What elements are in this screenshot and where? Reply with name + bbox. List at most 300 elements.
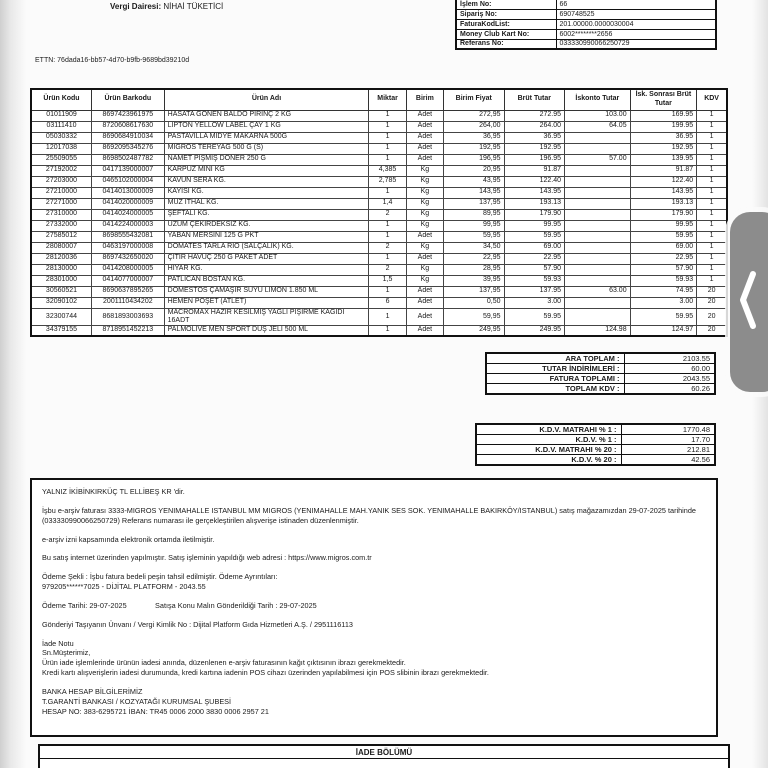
- item-discount-amount: [565, 308, 631, 325]
- items-column-header: Ürün Barkodu: [92, 89, 165, 110]
- order-info-table: [455, 0, 717, 50]
- item-barcode: 0414224000003: [92, 220, 165, 231]
- item-quantity: 1,4: [369, 198, 406, 209]
- item-net-amount: 139.95: [630, 154, 697, 165]
- item-quantity: 1: [369, 286, 406, 297]
- item-row: [31, 242, 727, 253]
- item-name: LİPTON YELLOW LABEL ÇAY 1 KG: [164, 121, 369, 132]
- vat-label: K.D.V. MATRAHI % 1 :: [476, 424, 621, 435]
- vat-label: K.D.V. % 1 :: [476, 435, 621, 445]
- item-quantity: 1: [369, 308, 406, 325]
- item-row: [31, 209, 727, 220]
- items-header-row: [31, 89, 727, 110]
- totals-row: [486, 374, 715, 384]
- tax-office-value: NİHAİ TÜKETİCİ: [163, 2, 224, 11]
- item-net-amount: 74.95: [630, 286, 697, 297]
- vat-value: 17.70: [621, 435, 715, 445]
- item-quantity: 2: [369, 209, 406, 220]
- item-discount-amount: 103.00: [565, 110, 631, 121]
- vat-row: [476, 455, 715, 466]
- notes-line: BANKA HESAP BİLGİLERİMİZ: [42, 686, 143, 696]
- order-info-value: 6002********2656: [556, 29, 716, 39]
- totals-label: TOPLAM KDV :: [486, 384, 624, 395]
- item-discount-amount: [565, 231, 631, 242]
- invoice-notes: [30, 478, 718, 737]
- item-unit: Kg: [406, 165, 443, 176]
- item-net-amount: 22.95: [630, 253, 697, 264]
- item-code: 28130000: [31, 264, 92, 275]
- item-unit: Adet: [406, 121, 443, 132]
- item-name: HASATA GÖNEN BALDO PİRİNÇ 2 KG: [164, 110, 369, 121]
- item-unit: Adet: [406, 231, 443, 242]
- vat-label: K.D.V. MATRAHI % 20 :: [476, 445, 621, 455]
- item-discount-amount: [565, 253, 631, 264]
- notes-paragraph: [42, 639, 706, 678]
- item-unit-price: 0,50: [444, 297, 505, 308]
- item-code: 28120036: [31, 253, 92, 264]
- item-vat-rate: 1: [697, 154, 727, 165]
- order-info-label: Referans No:: [456, 39, 556, 49]
- item-net-amount: 57.90: [630, 264, 697, 275]
- item-barcode: 0414024000005: [92, 209, 165, 220]
- item-discount-amount: [565, 198, 631, 209]
- item-quantity: 2: [369, 264, 406, 275]
- totals-row: [486, 384, 715, 395]
- item-barcode: 8690637895265: [92, 286, 165, 297]
- vat-table: [475, 423, 716, 466]
- item-gross-amount: 179.90: [504, 209, 565, 220]
- item-unit-price: 59,95: [444, 308, 505, 325]
- item-quantity: 1: [369, 121, 406, 132]
- item-quantity: 1: [369, 154, 406, 165]
- notes-paragraph: [42, 572, 706, 592]
- item-quantity: 4,385: [369, 165, 406, 176]
- item-code: 32300744: [31, 308, 92, 325]
- item-discount-amount: [565, 209, 631, 220]
- item-net-amount: 59.95: [630, 231, 697, 242]
- item-unit-price: 143,95: [444, 187, 505, 198]
- item-gross-amount: 59.95: [504, 308, 565, 325]
- item-unit: Kg: [406, 242, 443, 253]
- item-unit-price: 36,95: [444, 132, 505, 143]
- order-info-value: 66: [556, 0, 716, 9]
- item-unit-price: 249,95: [444, 325, 505, 336]
- item-code: 03111410: [31, 121, 92, 132]
- item-vat-rate: 1: [697, 165, 727, 176]
- totals-row: [486, 353, 715, 364]
- item-barcode: 8698502487782: [92, 154, 165, 165]
- notes-line: Kredi kartı alışverişlerin iadesi durumunda, kredi kartına iadenin POS cihazı üzerinden yapılabilmesi için POS slibinin ibrazı gerekmektedir.: [42, 668, 489, 678]
- item-net-amount: 193.13: [630, 198, 697, 209]
- order-info-row: [456, 19, 716, 29]
- item-unit: Kg: [406, 264, 443, 275]
- item-name: ŞEFTALİ KG.: [164, 209, 369, 220]
- items-column-header: Miktar: [369, 89, 406, 110]
- item-gross-amount: 143.95: [504, 187, 565, 198]
- item-code: 05030332: [31, 132, 92, 143]
- item-code: 25509055: [31, 154, 92, 165]
- item-row: [31, 143, 727, 154]
- ettn-line: ETTN: 76dada16-bb57-4d70-b9fb-9689bd39210d: [35, 57, 190, 64]
- totals-value: 60.26: [624, 384, 715, 395]
- order-info-value: 201.00000.0000030004: [556, 19, 716, 29]
- item-quantity: 2,785: [369, 176, 406, 187]
- item-row: [31, 308, 727, 325]
- items-column-header: İskonto Tutar: [565, 89, 631, 110]
- item-code: 27203000: [31, 176, 92, 187]
- item-quantity: 2: [369, 242, 406, 253]
- item-name: PALMOLIVE MEN SPORT DUŞ JELİ 500 ML: [164, 325, 369, 336]
- item-unit-price: 272,95: [444, 110, 505, 121]
- notes-line: İşbu e-arşiv faturası 3333-MIGROS YENIMAHALLE ISTANBUL MM MIGROS (YENIMAHALLE MAH.YANIK SES SOK. YENIMAHALLE BAKIRKÖY/ISTANBUL) satış mağazamızdan 29-07-2025 tarihinde (033330990066250729) Referans numarası ile gerçekleştirilen alışverişe istinaden düzenlenmiştir.: [42, 505, 696, 525]
- item-gross-amount: 192.95: [504, 143, 565, 154]
- vat-row: [476, 435, 715, 445]
- item-unit-price: 22,95: [444, 253, 505, 264]
- notes-line: Ödeme Şekli : İşbu fatura bedeli peşin tahsil edilmiştir. Ödeme Ayrıntıları:: [42, 572, 278, 582]
- item-vat-rate: 1: [697, 132, 727, 143]
- item-code: 01011909: [31, 110, 92, 121]
- item-quantity: 1: [369, 253, 406, 264]
- item-unit: Adet: [406, 286, 443, 297]
- item-barcode: 8692095345276: [92, 143, 165, 154]
- item-name: DOMESTOS ÇAMAŞIR SUYU LİMON 1.850 ML: [164, 286, 369, 297]
- item-barcode: 8697423961975: [92, 110, 165, 121]
- item-name: KAYISI KG.: [164, 187, 369, 198]
- order-info-label: İşlem No:: [456, 0, 556, 9]
- item-name: YABAN MERSİNİ 125 G PKT: [164, 231, 369, 242]
- item-net-amount: 91.87: [630, 165, 697, 176]
- item-code: 27192002: [31, 165, 92, 176]
- item-gross-amount: 59.93: [504, 275, 565, 286]
- item-barcode: 8681893003693: [92, 308, 165, 325]
- items-column-header: Birim: [406, 89, 443, 110]
- item-name: PASTAVİLLA MİDYE MAKARNA 500G: [164, 132, 369, 143]
- item-row: [31, 325, 727, 336]
- item-gross-amount: 69.00: [504, 242, 565, 253]
- item-vat-rate: 1: [697, 176, 727, 187]
- item-row: [31, 154, 727, 165]
- item-gross-amount: 193.13: [504, 198, 565, 209]
- notes-paragraph: [42, 506, 706, 526]
- items-column-header: Birim Fiyat: [444, 89, 505, 110]
- notes-line: İade Notu: [42, 638, 74, 648]
- notes-paragraph: [42, 487, 706, 497]
- item-vat-rate: 1: [697, 209, 727, 220]
- item-net-amount: 3.00: [630, 297, 697, 308]
- item-quantity: 1: [369, 231, 406, 242]
- item-gross-amount: 196.95: [504, 154, 565, 165]
- order-info-row: [456, 9, 716, 19]
- item-vat-rate: 1: [697, 220, 727, 231]
- item-net-amount: 192.95: [630, 143, 697, 154]
- item-net-amount: 99.95: [630, 220, 697, 231]
- totals-value: 2043.55: [624, 374, 715, 384]
- order-info-value: 690748525: [556, 9, 716, 19]
- item-unit: Adet: [406, 253, 443, 264]
- item-gross-amount: 3.00: [504, 297, 565, 308]
- item-net-amount: 199.95: [630, 121, 697, 132]
- item-gross-amount: 22.95: [504, 253, 565, 264]
- order-info-label: Sipariş No:: [456, 9, 556, 19]
- item-discount-amount: [565, 264, 631, 275]
- totals-label: TUTAR İNDİRİMLERİ :: [486, 364, 624, 374]
- item-name: KAVUN SERA KG.: [164, 176, 369, 187]
- item-unit: Adet: [406, 110, 443, 121]
- notes-line: Gönderiyi Taşıyanın Ünvanı / Vergi Kimlik No : Dijital Platform Gıda Hizmetleri A.Ş. / 2951116113: [42, 619, 353, 629]
- item-name: HEMEN POŞET (ATLET): [164, 297, 369, 308]
- item-quantity: 1,5: [369, 275, 406, 286]
- item-unit: Adet: [406, 325, 443, 336]
- notes-paragraph: [42, 601, 706, 611]
- item-name: MACROMAX HAZIR KESİLMİŞ YAĞLI PİŞİRME KAĞIDI 16ADT: [164, 308, 369, 325]
- item-vat-rate: 1: [697, 253, 727, 264]
- item-row: [31, 121, 727, 132]
- item-row: [31, 165, 727, 176]
- chevron-left-icon: [730, 265, 758, 340]
- item-vat-rate: 1: [697, 198, 727, 209]
- item-name: MUZ İTHAL KG.: [164, 198, 369, 209]
- totals-label: FATURA TOPLAMI :: [486, 374, 624, 384]
- item-discount-amount: [565, 275, 631, 286]
- item-name: HIYAR KG.: [164, 264, 369, 275]
- order-info-label: Money Club Kart No:: [456, 29, 556, 39]
- item-unit-price: 137,95: [444, 198, 505, 209]
- item-row: [31, 297, 727, 308]
- notes-paragraph: [42, 553, 706, 563]
- item-name: KARPUZ MİNİ KG: [164, 165, 369, 176]
- item-code: 28080007: [31, 242, 92, 253]
- item-quantity: 1: [369, 187, 406, 198]
- item-unit-price: 89,95: [444, 209, 505, 220]
- items-column-header: Ürün Kodu: [31, 89, 92, 110]
- item-barcode: 2001110434202: [92, 297, 165, 308]
- item-unit-price: 99,95: [444, 220, 505, 231]
- item-unit: Kg: [406, 209, 443, 220]
- item-code: 27310000: [31, 209, 92, 220]
- item-net-amount: 143.95: [630, 187, 697, 198]
- item-discount-amount: [565, 176, 631, 187]
- item-name: NAMET PİŞMİŞ DÖNER 250 G: [164, 154, 369, 165]
- item-net-amount: 179.90: [630, 209, 697, 220]
- item-unit: Adet: [406, 132, 443, 143]
- item-name: MİGROS TEREYAĞ 500 G (S): [164, 143, 369, 154]
- item-net-amount: 124.97: [630, 325, 697, 336]
- item-vat-rate: 1: [697, 121, 727, 132]
- item-vat-rate: 20: [697, 297, 727, 308]
- item-unit-price: 43,95: [444, 176, 505, 187]
- item-barcode: 0414020000009: [92, 198, 165, 209]
- item-barcode: 0414013000009: [92, 187, 165, 198]
- item-code: 27585012: [31, 231, 92, 242]
- item-discount-amount: 64.05: [565, 121, 631, 132]
- notes-line: Ödeme Tarihi: 29-07-2025 Satışa Konu Malın Gönderildiği Tarih : 29-07-2025: [42, 600, 317, 610]
- item-name: ÇITIR HAVUÇ 250 G PAKET ADET: [164, 253, 369, 264]
- item-barcode: 0417139000007: [92, 165, 165, 176]
- item-discount-amount: 63.00: [565, 286, 631, 297]
- item-vat-rate: 20: [697, 286, 727, 297]
- item-code: 27332000: [31, 220, 92, 231]
- item-quantity: 1: [369, 132, 406, 143]
- item-unit: Kg: [406, 198, 443, 209]
- item-row: [31, 253, 727, 264]
- page-edge-shadow-left: [0, 0, 26, 768]
- item-barcode: 0465102000004: [92, 176, 165, 187]
- item-unit-price: 28,95: [444, 264, 505, 275]
- notes-paragraph: [42, 535, 706, 545]
- item-unit: Adet: [406, 308, 443, 325]
- totals-label: ARA TOPLAM :: [486, 353, 624, 364]
- items-column-header: Ürün Adı: [164, 89, 369, 110]
- item-row: [31, 286, 727, 297]
- vat-value: 42.56: [621, 455, 715, 466]
- item-gross-amount: 57.90: [504, 264, 565, 275]
- item-quantity: 1: [369, 220, 406, 231]
- item-gross-amount: 99.95: [504, 220, 565, 231]
- item-net-amount: 36.95: [630, 132, 697, 143]
- item-discount-amount: [565, 187, 631, 198]
- item-gross-amount: 272.95: [504, 110, 565, 121]
- order-info-row: [456, 39, 716, 49]
- items-column-header: KDV: [697, 89, 727, 110]
- item-name: DOMATES TARLA RİO (SALÇALIK) KG.: [164, 242, 369, 253]
- item-unit: Adet: [406, 143, 443, 154]
- item-unit: Adet: [406, 154, 443, 165]
- item-row: [31, 198, 727, 209]
- item-gross-amount: 137.95: [504, 286, 565, 297]
- item-quantity: 1: [369, 325, 406, 336]
- totals-table: [485, 352, 716, 395]
- item-gross-amount: 59.95: [504, 231, 565, 242]
- drawer-handle[interactable]: [730, 212, 768, 392]
- notes-line: Sn.Müşterimiz,: [42, 648, 91, 658]
- totals-value: 60.00: [624, 364, 715, 374]
- item-discount-amount: [565, 220, 631, 231]
- item-unit: Kg: [406, 220, 443, 231]
- order-info-row: [456, 29, 716, 39]
- notes-line: T.GARANTİ BANKASI / KOZYATAĞI KURUMSAL ŞUBESİ: [42, 696, 232, 706]
- item-row: [31, 220, 727, 231]
- item-vat-rate: 20: [697, 325, 727, 336]
- item-code: 32090102: [31, 297, 92, 308]
- notes-line: e-arşiv izni kapsamında elektronik ortamda iletilmiştir.: [42, 534, 215, 544]
- item-row: [31, 110, 727, 121]
- item-unit-price: 264,00: [444, 121, 505, 132]
- notes-paragraph: [42, 687, 706, 717]
- item-barcode: 0414208000005: [92, 264, 165, 275]
- item-vat-rate: 1: [697, 264, 727, 275]
- item-vat-rate: 20: [697, 308, 727, 325]
- notes-line: Bu satış internet üzerinden yapılmıştır. Satış işleminin yapıldığı web adresi : https://www.migros.com.tr: [42, 553, 372, 563]
- items-column-header: İsk. Sonrası Brüt Tutar: [630, 89, 697, 110]
- item-quantity: 1: [369, 110, 406, 121]
- vat-label: K.D.V. % 20 :: [476, 455, 621, 466]
- item-row: [31, 275, 727, 286]
- item-barcode: 8697432650020: [92, 253, 165, 264]
- item-row: [31, 132, 727, 143]
- item-barcode: 8720608617630: [92, 121, 165, 132]
- tax-office-line: [110, 2, 223, 11]
- order-info-row: [456, 0, 716, 9]
- item-barcode: 8690684910034: [92, 132, 165, 143]
- vat-value: 1770.48: [621, 424, 715, 435]
- vat-row: [476, 424, 715, 435]
- vat-row: [476, 445, 715, 455]
- item-code: 30560521: [31, 286, 92, 297]
- item-unit: Kg: [406, 176, 443, 187]
- item-name: ÜZÜM ÇEKİRDEKSİZ KG.: [164, 220, 369, 231]
- item-unit-price: 34,50: [444, 242, 505, 253]
- item-gross-amount: 264.00: [504, 121, 565, 132]
- item-discount-amount: 124.98: [565, 325, 631, 336]
- item-net-amount: 59.93: [630, 275, 697, 286]
- item-row: [31, 231, 727, 242]
- item-unit-price: 192,95: [444, 143, 505, 154]
- item-net-amount: 69.00: [630, 242, 697, 253]
- item-discount-amount: [565, 132, 631, 143]
- return-section-title: İADE BÖLÜMÜ: [40, 746, 728, 759]
- item-unit-price: 20,95: [444, 165, 505, 176]
- item-unit: Adet: [406, 297, 443, 308]
- notes-line: HESAP NO: 383-6295721 İBAN: TR45 0006 2000 3830 0006 2957 21: [42, 706, 269, 716]
- item-code: 28301000: [31, 275, 92, 286]
- item-row: [31, 176, 727, 187]
- item-name: PATLICAN BOSTAN KG.: [164, 275, 369, 286]
- item-row: [31, 187, 727, 198]
- notes-line: 979205******7025 - DİJİTAL PLATFORM - 2043.55: [42, 582, 206, 592]
- item-net-amount: 122.40: [630, 176, 697, 187]
- totals-value: 2103.55: [624, 353, 715, 364]
- tax-office-label: Vergi Dairesi:: [110, 2, 162, 11]
- item-gross-amount: 36.95: [504, 132, 565, 143]
- order-info-label: FaturaKodList:: [456, 19, 556, 29]
- item-unit-price: 39,95: [444, 275, 505, 286]
- item-vat-rate: 1: [697, 231, 727, 242]
- item-unit-price: 196,95: [444, 154, 505, 165]
- item-quantity: 1: [369, 143, 406, 154]
- item-net-amount: 59.95: [630, 308, 697, 325]
- item-row: [31, 264, 727, 275]
- item-gross-amount: 249.95: [504, 325, 565, 336]
- line-items-table: [30, 88, 728, 337]
- totals-row: [486, 364, 715, 374]
- item-barcode: 0414077000007: [92, 275, 165, 286]
- order-info-value: 033330990066250729: [556, 39, 716, 49]
- item-unit-price: 59,95: [444, 231, 505, 242]
- item-unit: Kg: [406, 275, 443, 286]
- item-gross-amount: 122.40: [504, 176, 565, 187]
- item-unit: Kg: [406, 187, 443, 198]
- notes-line: YALNIZ İKİBİNKIRKÜÇ TL ELLİBEŞ KR 'dir.: [42, 487, 185, 496]
- item-barcode: 0463197000008: [92, 242, 165, 253]
- item-unit-price: 137,95: [444, 286, 505, 297]
- item-vat-rate: 1: [697, 110, 727, 121]
- item-discount-amount: [565, 297, 631, 308]
- item-gross-amount: 91.87: [504, 165, 565, 176]
- item-discount-amount: [565, 165, 631, 176]
- item-vat-rate: 1: [697, 275, 727, 286]
- item-quantity: 6: [369, 297, 406, 308]
- item-net-amount: 169.95: [630, 110, 697, 121]
- notes-paragraph: [42, 620, 706, 630]
- return-section: [38, 744, 730, 768]
- item-vat-rate: 1: [697, 143, 727, 154]
- items-column-header: Brüt Tutar: [504, 89, 565, 110]
- item-code: 12017038: [31, 143, 92, 154]
- item-code: 34379155: [31, 325, 92, 336]
- item-code: 27210000: [31, 187, 92, 198]
- item-discount-amount: [565, 143, 631, 154]
- vat-value: 212.81: [621, 445, 715, 455]
